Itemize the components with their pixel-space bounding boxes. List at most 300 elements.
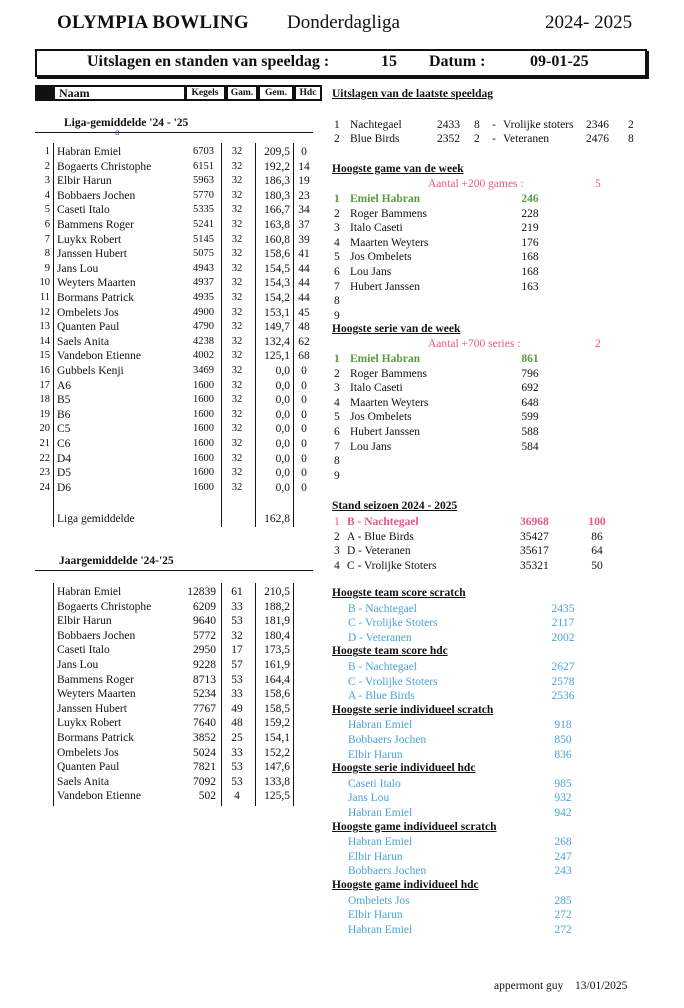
liga-kegels: 5075 xyxy=(193,248,214,260)
banner xyxy=(35,49,647,77)
liga-player-name: C6 xyxy=(57,438,71,450)
liga-avg: 0,0 xyxy=(275,467,290,480)
record-value: 272 xyxy=(554,909,572,922)
liga-games: 32 xyxy=(231,452,243,464)
liga-games: 32 xyxy=(231,204,243,216)
liga-kegels: 1600 xyxy=(193,379,214,391)
liga-kegels: 4943 xyxy=(193,262,214,274)
jaar-games: 33 xyxy=(231,746,243,759)
banner-title: Uitslagen en standen van speeldag : xyxy=(87,53,330,70)
record-name: B - Nachtegael xyxy=(348,602,417,615)
liga-player-name: Habran Emiel xyxy=(57,146,122,158)
liga-rank: 15 xyxy=(39,350,50,362)
high_game-value: 246 xyxy=(521,193,539,205)
liga-rank: 1 xyxy=(44,146,50,157)
liga-player-name: Quanten Paul xyxy=(57,321,120,334)
liga-avg: 158,6 xyxy=(264,248,290,261)
jaar-player-name: Elbir Harun xyxy=(57,615,112,628)
jaar-games: 33 xyxy=(231,600,243,613)
record-name: Bobbaers Jochen xyxy=(348,865,427,878)
liga-kegels: 4937 xyxy=(193,277,214,289)
liga-total-avg: 162,8 xyxy=(264,513,290,525)
jaar-title: Jaargemiddelde '24-'25 xyxy=(59,555,174,567)
liga-kegels: 5145 xyxy=(193,233,214,245)
high-game-title: Hoogste game van de week xyxy=(332,163,464,175)
jaar-player-name: Habran Emiel xyxy=(57,586,122,598)
liga-rank: 21 xyxy=(39,438,50,449)
liga-rank: 13 xyxy=(39,321,50,333)
liga-player-name: Bogaerts Christophe xyxy=(57,160,152,173)
jaar-kegels: 6209 xyxy=(193,600,216,613)
high_series-value: 648 xyxy=(521,396,539,409)
liga-kegels: 5770 xyxy=(193,189,214,201)
high_series-rank: 8 xyxy=(334,455,340,468)
record-name: Elbir Harun xyxy=(348,748,403,761)
jaar-player-name: Caseti Italo xyxy=(57,644,110,657)
high_game-value: 176 xyxy=(521,236,539,249)
record-value: 2627 xyxy=(551,661,575,673)
liga-player-name: Jans Lou xyxy=(57,262,99,275)
jaar-avg: 161,9 xyxy=(264,659,290,671)
record-value: 942 xyxy=(554,807,572,819)
liga-hdc: 44 xyxy=(298,292,310,304)
record-value: 836 xyxy=(554,748,572,761)
record-value: 272 xyxy=(554,923,572,936)
liga-games: 32 xyxy=(231,365,243,376)
high_series-rank: 6 xyxy=(334,426,340,438)
standing-rank: 3 xyxy=(334,545,340,558)
liga-player-name: D6 xyxy=(57,481,72,494)
standing-score: 35321 xyxy=(520,559,549,572)
liga-player-name: B6 xyxy=(57,408,71,421)
jaar-avg: 125,5 xyxy=(264,790,290,803)
jaar-player-name: Bormans Patrick xyxy=(57,732,134,744)
liga-player-name: Janssen Hubert xyxy=(57,248,127,261)
record-title: Hoogste game individueel hdc xyxy=(332,879,479,891)
high_game-player: Emiel Habran xyxy=(350,193,420,205)
jaar-kegels: 8713 xyxy=(193,673,216,686)
result-opp-score: 2476 xyxy=(586,133,609,145)
high_game-rank: 8 xyxy=(334,295,340,308)
jaar-avg: 180,4 xyxy=(264,629,290,642)
record-value: 268 xyxy=(554,836,572,849)
high-series-title: Hoogste serie van de week xyxy=(332,323,461,335)
jaar-player-name: Quanten Paul xyxy=(57,761,120,774)
liga-kegels: 4002 xyxy=(193,350,214,362)
high_series-player: Emiel Habran xyxy=(350,353,420,365)
liga-avg: 0,0 xyxy=(275,452,290,465)
liga-total-label: Liga gemiddelde xyxy=(57,513,135,525)
liga-rank: 2 xyxy=(44,160,50,172)
liga-games: 32 xyxy=(231,379,243,391)
record-value: 2536 xyxy=(551,690,575,703)
jaar-avg: 147,6 xyxy=(264,761,290,774)
jaar-avg: 164,4 xyxy=(264,673,290,686)
record-name: A - Blue Birds xyxy=(348,690,415,703)
high_series-value: 588 xyxy=(521,426,539,438)
record-title: Hoogste game individueel scratch xyxy=(332,820,497,833)
high_series-player: Lou Jans xyxy=(350,440,392,453)
liga-games: 32 xyxy=(231,219,243,230)
record-name: Ombelets Jos xyxy=(348,894,410,907)
high_series-value: 692 xyxy=(521,382,539,395)
high_game-player: Jos Ombelets xyxy=(350,251,412,264)
liga-player-name: D5 xyxy=(57,467,72,480)
liga-rank: 24 xyxy=(39,481,50,493)
liga-hdc: 48 xyxy=(298,321,310,334)
jaar-games: 17 xyxy=(231,644,243,657)
results-title: Uitslagen van de laatste speeldag xyxy=(332,88,493,100)
jaar-title-rule xyxy=(35,570,313,571)
liga-hdc: 0 xyxy=(301,365,307,377)
record-value: 850 xyxy=(554,734,572,746)
liga-games: 32 xyxy=(231,248,243,260)
standing-team: C - Vrolijke Stoters xyxy=(347,559,437,572)
liga-avg: 132,4 xyxy=(264,335,290,348)
liga-rank: 7 xyxy=(44,233,50,245)
jaar-player-name: Weyters Maarten xyxy=(57,688,136,701)
liga-avg: 192,2 xyxy=(264,160,290,173)
liga-games: 32 xyxy=(231,467,243,479)
jaar-games: 48 xyxy=(231,717,243,730)
record-value: 2578 xyxy=(551,675,575,688)
liga-games: 32 xyxy=(231,321,243,333)
liga-hdc: 0 xyxy=(301,146,307,158)
col-name: Naam xyxy=(53,85,187,101)
liga-kegels: 5241 xyxy=(193,219,214,230)
liga-hdc: 14 xyxy=(298,160,310,173)
liga-hdc: 0 xyxy=(301,467,307,480)
liga-rank: 16 xyxy=(39,365,50,376)
high_series-player: Italo Caseti xyxy=(350,382,403,395)
liga-player-name: D4 xyxy=(57,452,72,465)
record-value: 2002 xyxy=(551,631,575,644)
jaar-line-4 xyxy=(293,583,294,806)
jaar-player-name: Jans Lou xyxy=(57,659,99,671)
liga-avg: 163,8 xyxy=(264,219,290,231)
jaar-kegels: 3852 xyxy=(193,732,216,744)
liga-games: 32 xyxy=(231,481,243,493)
liga-rank: 19 xyxy=(39,408,50,420)
result-team: Nachtegael xyxy=(350,119,402,131)
standings-title: Stand seizoen 2024 - 2025 xyxy=(332,500,458,512)
col-games: Gam. xyxy=(226,85,258,101)
liga-rank: 12 xyxy=(39,306,50,318)
high-game-count-label: Aantal +200 games : xyxy=(428,178,524,190)
jaar-kegels: 5772 xyxy=(193,629,216,642)
record-name: Elbir Harun xyxy=(348,850,403,863)
high_series-value: 796 xyxy=(521,367,539,380)
high_series-value: 599 xyxy=(521,411,539,424)
liga-avg: 186,3 xyxy=(264,175,290,188)
record-title: Hoogste serie individueel scratch xyxy=(332,703,494,716)
high_game-player: Maarten Weyters xyxy=(350,236,429,249)
liga-hdc: 0 xyxy=(301,452,307,465)
result-points: 8 xyxy=(474,119,480,131)
liga-hdc: 44 xyxy=(298,262,310,275)
jaar-line-2 xyxy=(221,583,222,806)
high_game-value: 228 xyxy=(521,207,539,220)
liga-hdc: 0 xyxy=(301,408,307,421)
high_series-value: 584 xyxy=(521,440,539,453)
liga-hdc: 39 xyxy=(298,233,310,246)
high_game-rank: 7 xyxy=(334,280,340,293)
high_game-value: 168 xyxy=(521,266,539,278)
high_series-player: Jos Ombelets xyxy=(350,411,412,424)
result-opp-points: 8 xyxy=(628,133,634,145)
liga-avg: 209,5 xyxy=(264,146,290,158)
liga-avg: 154,3 xyxy=(264,277,290,290)
liga-hdc: 37 xyxy=(298,219,310,231)
liga-kegels: 4790 xyxy=(193,321,214,333)
standing-points: 100 xyxy=(588,516,606,528)
liga-kegels: 1600 xyxy=(193,408,214,420)
liga-kegels: 4900 xyxy=(193,306,214,318)
high_series-rank: 9 xyxy=(334,469,340,482)
jaar-avg: 154,1 xyxy=(264,732,290,744)
liga-rank: 9 xyxy=(44,262,50,274)
high_series-player: Roger Bammens xyxy=(350,367,427,380)
result-team: Blue Birds xyxy=(350,133,400,145)
liga-games: 32 xyxy=(231,408,243,420)
liga-hdc: 34 xyxy=(298,204,310,217)
league-title: Donderdagliga xyxy=(287,12,400,33)
liga-player-name: B5 xyxy=(57,394,71,407)
record-name: C - Vrolijke Stoters xyxy=(348,617,438,630)
record-name: B - Nachtegael xyxy=(348,661,417,673)
liga-hdc: 0 xyxy=(301,423,307,436)
liga-kegels: 4238 xyxy=(193,335,214,347)
jaar-games: 53 xyxy=(231,761,243,774)
footer-author: appermont guy xyxy=(494,980,564,992)
jaar-avg: 152,2 xyxy=(264,746,290,759)
jaar-kegels: 502 xyxy=(198,790,216,803)
col-avg: Gem. xyxy=(258,85,294,101)
record-name: Jans Lou xyxy=(348,792,390,805)
banner-date-label: Datum : xyxy=(429,53,486,70)
standing-points: 86 xyxy=(591,530,603,543)
col-hdc: Hdc xyxy=(294,85,322,101)
jaar-avg: 173,5 xyxy=(264,644,290,657)
standing-score: 35427 xyxy=(520,530,549,543)
liga-kegels: 1600 xyxy=(193,438,214,449)
liga-avg: 180,3 xyxy=(264,189,290,202)
jaar-player-name: Bobbaers Jochen xyxy=(57,629,136,642)
liga-avg: 0,0 xyxy=(275,394,290,407)
liga-games: 32 xyxy=(231,394,243,406)
liga-hdc: 68 xyxy=(298,350,310,363)
jaar-games: 53 xyxy=(231,673,243,686)
liga-kegels: 6151 xyxy=(193,160,214,172)
jaar-player-name: Saels Anita xyxy=(57,775,110,788)
liga-player-name: Bobbaers Jochen xyxy=(57,189,136,202)
liga-rank: 4 xyxy=(44,189,50,201)
result-score: 2352 xyxy=(437,133,460,145)
liga-rank: 23 xyxy=(39,467,50,479)
high_game-rank: 1 xyxy=(334,193,340,205)
high_series-value: 861 xyxy=(521,353,539,365)
high_game-player: Roger Bammens xyxy=(350,207,427,220)
liga-avg: 0,0 xyxy=(275,481,290,494)
liga-kegels: 1600 xyxy=(193,467,214,479)
record-name: Bobbaers Jochen xyxy=(348,734,427,746)
jaar-kegels: 9640 xyxy=(193,615,216,628)
liga-hdc: 0 xyxy=(301,438,307,450)
record-value: 243 xyxy=(554,865,572,878)
standing-rank: 4 xyxy=(334,559,340,572)
liga-games: 32 xyxy=(231,306,243,318)
liga-player-name: Caseti Italo xyxy=(57,204,110,217)
liga-kegels: 1600 xyxy=(193,481,214,493)
high-series-count-label: Aantal +700 series : xyxy=(428,338,521,350)
jaar-player-name: Bogaerts Christophe xyxy=(57,600,152,613)
record-title: Hoogste team score hdc xyxy=(332,645,448,658)
liga-games: 32 xyxy=(231,292,243,303)
result-opp-score: 2346 xyxy=(586,119,609,131)
result-opponent: Vrolijke stoters xyxy=(503,119,574,131)
record-name: Caseti Italo xyxy=(348,777,401,790)
liga-hdc: 23 xyxy=(298,189,310,202)
liga-kegels: 4935 xyxy=(193,292,214,303)
liga-avg: 125,1 xyxy=(264,350,290,363)
high-game-count: 5 xyxy=(595,178,601,190)
liga-avg: 166,7 xyxy=(264,204,290,217)
liga-avg: 149,7 xyxy=(264,321,290,334)
liga-rank: 3 xyxy=(44,175,50,187)
liga-hdc: 19 xyxy=(298,175,310,188)
standing-score: 35617 xyxy=(520,545,549,558)
liga-hdc: 0 xyxy=(301,394,307,407)
jaar-avg: 133,8 xyxy=(264,775,290,788)
high-series-count: 2 xyxy=(595,338,601,350)
liga-rank: 6 xyxy=(44,219,50,230)
standing-rank: 2 xyxy=(334,530,340,543)
liga-kegels: 5335 xyxy=(193,204,214,216)
jaar-avg: 181,9 xyxy=(264,615,290,628)
record-name: Habran Emiel xyxy=(348,923,413,936)
banner-date: 09-01-25 xyxy=(530,53,589,70)
jaar-kegels: 7640 xyxy=(193,717,216,730)
liga-games: 32 xyxy=(231,423,243,435)
liga-rank: 22 xyxy=(39,452,50,464)
high_game-player: Hubert Janssen xyxy=(350,280,420,293)
high_game-rank: 5 xyxy=(334,251,340,264)
season-title: 2024- 2025 xyxy=(545,12,633,33)
liga-games: 32 xyxy=(231,277,243,289)
pen-mark: ɑ xyxy=(115,127,120,137)
jaar-avg: 188,2 xyxy=(264,600,290,613)
high_game-value: 163 xyxy=(521,280,539,293)
high_game-rank: 9 xyxy=(334,309,340,322)
high_game-player: Lou Jans xyxy=(350,266,392,278)
high_game-rank: 3 xyxy=(334,222,340,235)
liga-avg: 0,0 xyxy=(275,438,290,450)
result-rank: 1 xyxy=(334,119,340,131)
result-opponent: Veteranen xyxy=(503,133,549,145)
liga-kegels: 5963 xyxy=(193,175,214,187)
liga-rank: 18 xyxy=(39,394,50,406)
jaar-player-name: Vandebon Etienne xyxy=(57,790,141,803)
liga-player-name: Elbir Harun xyxy=(57,175,112,188)
liga-player-name: Luykx Robert xyxy=(57,233,122,246)
liga-player-name: Weyters Maarten xyxy=(57,277,136,290)
high_series-rank: 4 xyxy=(334,396,340,409)
jaar-kegels: 7767 xyxy=(193,702,216,715)
high_series-rank: 3 xyxy=(334,382,340,395)
high_series-rank: 7 xyxy=(334,440,340,453)
liga-rank: 5 xyxy=(44,204,50,216)
standing-score: 36968 xyxy=(520,516,549,528)
record-value: 2117 xyxy=(551,617,575,630)
jaar-player-name: Janssen Hubert xyxy=(57,702,127,715)
liga-avg: 0,0 xyxy=(275,423,290,436)
record-value: 932 xyxy=(554,792,572,805)
standing-points: 50 xyxy=(591,559,603,572)
liga-avg: 160,8 xyxy=(264,233,290,246)
header-marker xyxy=(35,85,53,101)
liga-kegels: 3469 xyxy=(193,365,214,376)
liga-games: 32 xyxy=(231,160,243,172)
liga-hdc: 62 xyxy=(298,335,310,348)
liga-rank: 14 xyxy=(39,335,50,347)
liga-games: 32 xyxy=(231,262,243,274)
high_game-rank: 4 xyxy=(334,236,340,249)
jaar-kegels: 9228 xyxy=(193,659,216,671)
high_series-rank: 1 xyxy=(334,353,340,365)
liga-rank: 20 xyxy=(39,423,50,435)
jaar-games: 33 xyxy=(231,688,243,701)
liga-hdc: 45 xyxy=(298,306,310,319)
liga-line-2 xyxy=(221,143,222,527)
high_game-rank: 6 xyxy=(334,266,340,278)
jaar-kegels: 5234 xyxy=(193,688,216,701)
liga-games: 32 xyxy=(231,146,243,157)
high_game-value: 219 xyxy=(521,222,539,235)
high_series-player: Hubert Janssen xyxy=(350,426,420,438)
jaar-kegels: 7821 xyxy=(193,761,216,774)
liga-avg: 0,0 xyxy=(275,408,290,421)
jaar-avg: 210,5 xyxy=(264,586,290,598)
jaar-avg: 158,6 xyxy=(264,688,290,701)
liga-line-1 xyxy=(53,143,54,527)
liga-rank: 10 xyxy=(39,277,50,289)
jaar-kegels: 7092 xyxy=(193,775,216,788)
footer-date: 13/01/2025 xyxy=(575,980,628,992)
club-title: OLYMPIA BOWLING xyxy=(57,12,249,33)
liga-kegels: 1600 xyxy=(193,423,214,435)
column-header xyxy=(35,85,320,101)
col-kegels: Kegels xyxy=(184,85,226,101)
jaar-kegels: 12839 xyxy=(187,586,216,598)
liga-rank: 11 xyxy=(39,292,50,303)
high_game-player: Italo Caseti xyxy=(350,222,403,235)
record-value: 2435 xyxy=(551,602,575,615)
liga-avg: 153,1 xyxy=(264,306,290,319)
liga-kegels: 1600 xyxy=(193,452,214,464)
liga-player-name: Ombelets Jos xyxy=(57,306,119,319)
liga-games: 32 xyxy=(231,233,243,245)
jaar-games: 4 xyxy=(234,790,240,803)
record-name: Habran Emiel xyxy=(348,719,413,732)
liga-games: 32 xyxy=(231,438,243,449)
record-title: Hoogste serie individueel hdc xyxy=(332,762,476,775)
liga-avg: 0,0 xyxy=(275,379,290,392)
record-value: 247 xyxy=(554,850,572,863)
jaar-kegels: 2950 xyxy=(193,644,216,657)
standing-rank: 1 xyxy=(334,516,340,528)
jaar-games: 57 xyxy=(231,659,243,671)
jaar-kegels: 5024 xyxy=(193,746,216,759)
